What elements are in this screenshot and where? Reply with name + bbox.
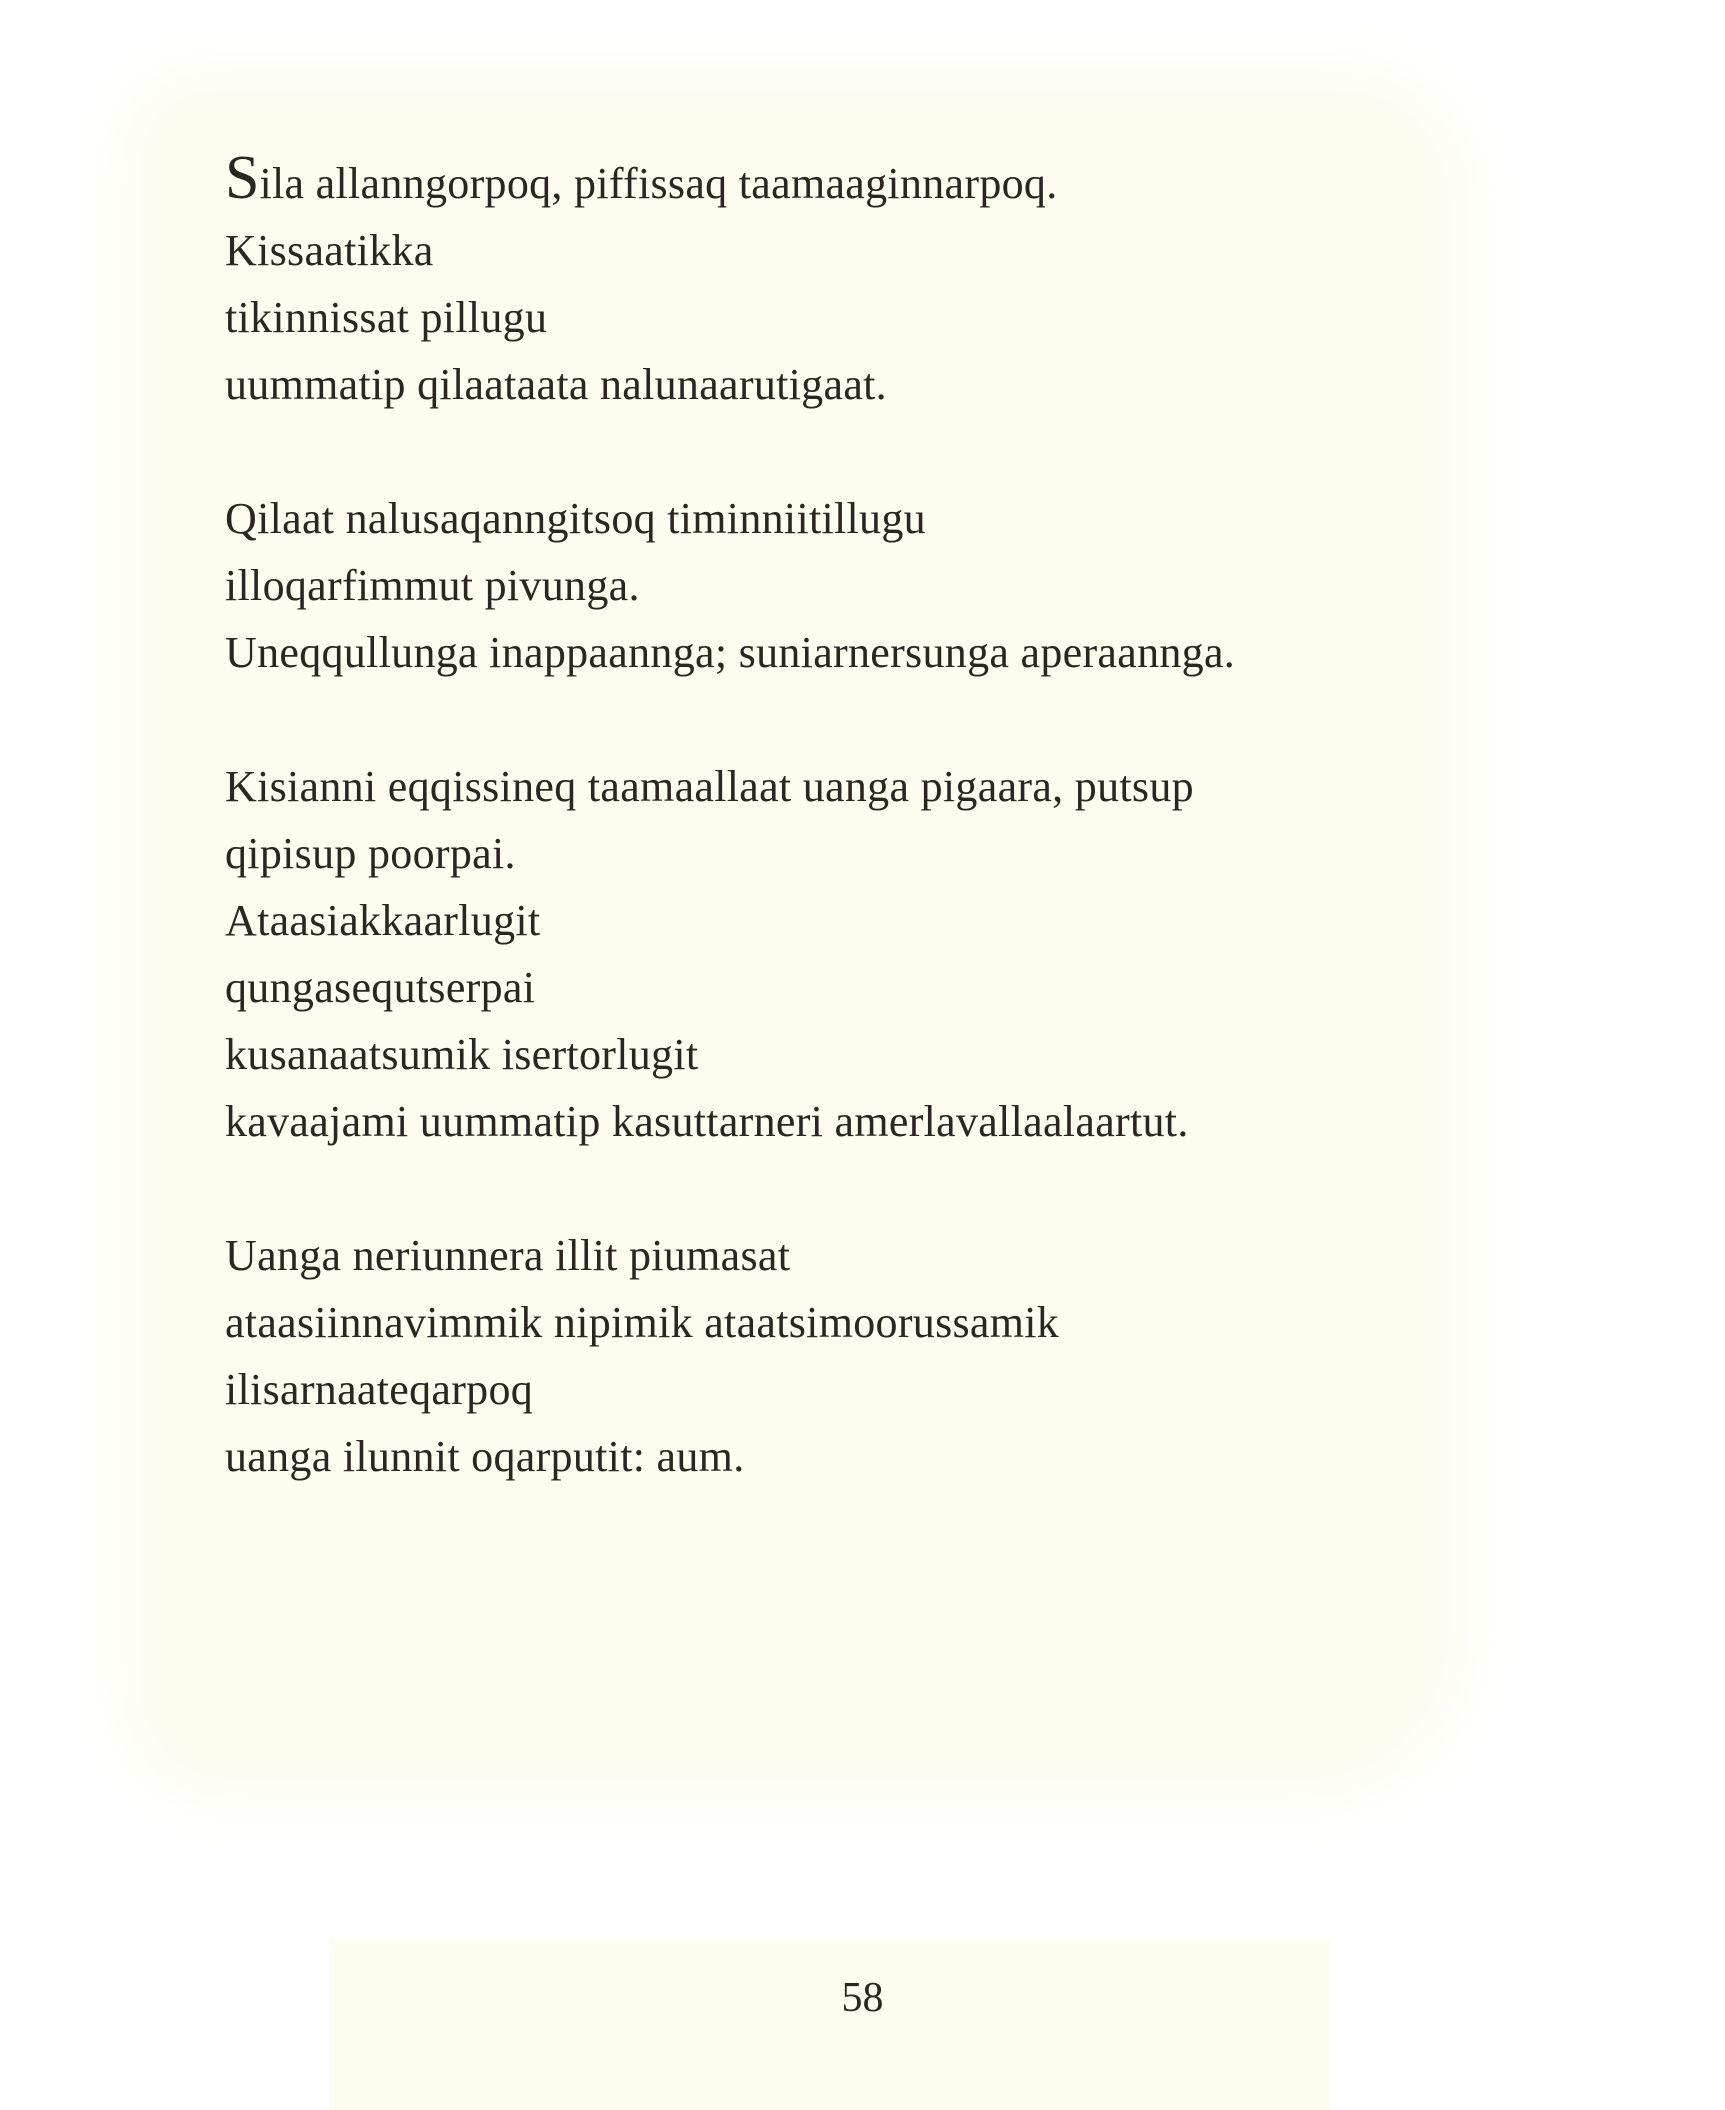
stanza-4 xyxy=(225,1222,1425,1490)
stanza-3 xyxy=(225,753,1425,1155)
drop-cap: S xyxy=(225,144,260,212)
poem-line: illoqarfimmut pivunga. xyxy=(225,561,640,610)
poem-line: ataasiinnavimmik nipimik ataatsimoorussamik xyxy=(225,1298,1060,1347)
poem-line: Kissaatikka xyxy=(225,226,434,275)
first-line-text: ila allanngorpoq, piffissaq taamaaginnarpoq. xyxy=(259,159,1058,208)
poem-line: Uneqqullunga inappaannga; suniarnersunga aperaannga. xyxy=(225,628,1236,677)
stanza-1 xyxy=(225,144,1425,418)
poem-line xyxy=(225,144,1425,217)
poem-line: Uanga neriunnera illit piumasat xyxy=(225,1231,791,1280)
poem-line: uanga ilunnit oqarputit: aum. xyxy=(225,1432,745,1481)
poem-line: tikinnissat pillugu xyxy=(225,293,548,342)
poem-line: kavaajami uummatip kasuttarneri amerlavallaalaartut. xyxy=(225,1097,1189,1146)
poem-line: kusanaatsumik isertorlugit xyxy=(225,1030,699,1079)
poem-line: qipisup poorpai. xyxy=(225,829,516,878)
poem-line: ilisarnaateqarpoq xyxy=(225,1365,534,1414)
paper-background-bottom xyxy=(330,1940,1330,2110)
page-number: 58 xyxy=(841,1975,884,2021)
poem-line: Qilaat nalusaqanngitsoq timinniitillugu xyxy=(225,494,926,543)
poem-line: Ataasiakkaarlugit xyxy=(225,896,541,945)
stanza-2 xyxy=(225,485,1425,686)
poem-line: uummatip qilaataata nalunaarutigaat. xyxy=(225,360,887,409)
poem-line: qungasequtserpai xyxy=(225,963,536,1012)
poem-line: Kisianni eqqissineq taamaallaat uanga pigaara, putsup xyxy=(225,762,1194,811)
poem-body xyxy=(225,144,1425,1557)
